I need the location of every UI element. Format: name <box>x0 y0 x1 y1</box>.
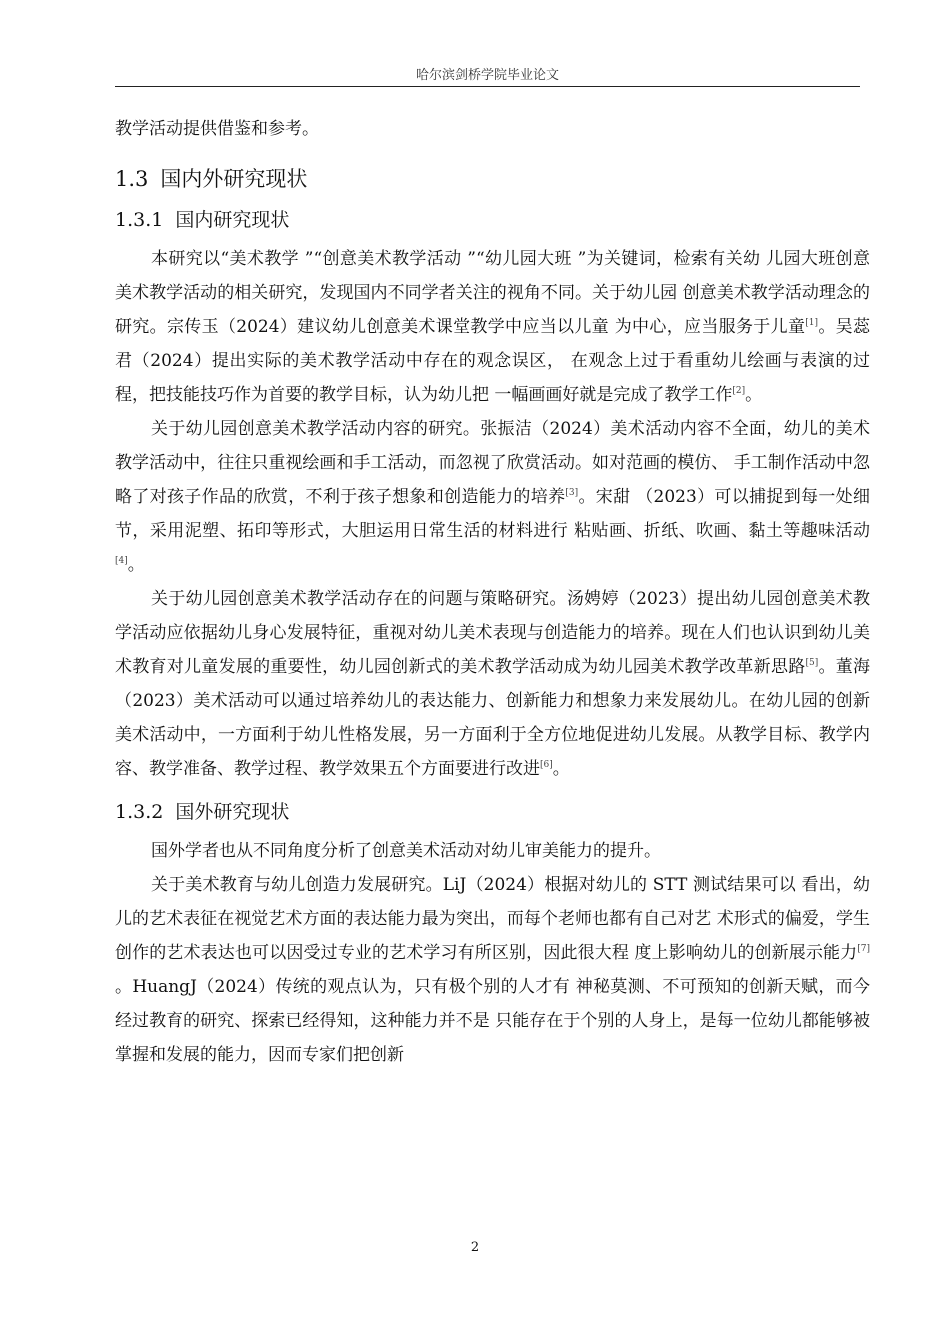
subsection-heading-1-3-2 <box>115 798 870 826</box>
citation-ref: [7] <box>857 944 870 954</box>
paragraph-text: 。 <box>127 555 145 575</box>
citation-ref: [2] <box>732 386 746 396</box>
paragraph-domestic-problems <box>115 582 870 786</box>
paragraph-domestic-concept <box>115 242 870 412</box>
running-header: 哈尔滨剑桥学院毕业论文 <box>415 68 559 83</box>
paragraph-text: 。 <box>552 759 570 779</box>
paragraph-text: 本研究以“美术教学 ”“创意美术教学活动 ”“幼儿园大班 ”为关键词，检索有关幼 儿园大班创意美术教学活动的相关研究，发现国内不同学者关注的视角不同。关于幼儿园 创意美术教学活动理念的研究。宗传玉（2024）建议幼儿创意美术课堂教学中应当以儿童 为中心，应当服务于儿童 <box>115 249 870 337</box>
subsection-title: 国外研究现状 <box>175 801 290 823</box>
paragraph-text: 。宋甜 （2023）可以捕捉到每一处细节，采用泥塑、拓印等形式，大胆运用日常生活的材料进行 粘贴画、折纸、吹画、黏土等趣味活动 <box>115 487 870 541</box>
section-heading-1-3 <box>115 164 870 194</box>
subsection-heading-1-3-1 <box>115 206 870 234</box>
paragraph-text: 。吴蕊君（2024）提出实际的美术教学活动中存在的观念误区， 在观念上过于看重幼儿绘画与表演的过程，把技能技巧作为首要的教学目标，认为幼儿把 一幅画画好就是完成了教学工作 <box>115 317 871 405</box>
citation-ref: [1] <box>805 318 819 328</box>
paragraph-text: 。董海（2023）美术活动可以通过培养幼儿的表达能力、创新能力和想象力来发展幼儿。在幼儿园的创新美术活动中，一方面利于幼儿性格发展，另一方面利于全方位地促进幼儿发展。从教学目标、教学内容、教学准备、教学过程、教学效果五个方面要进行改进 <box>115 657 871 779</box>
paragraph-text: 。HuangJ（2024）传统的观点认为，只有极个别的人才有 神秘莫测、不可预知的创新天赋，而今经过教育的研究、探索已经得知，这种能力并不是 只能存在于个别的人身上，是每一位幼儿都能够被掌握和发展的能力，因而专家们把创新 <box>115 977 870 1065</box>
citation-ref: [6] <box>540 760 553 770</box>
paragraph-foreign-intro: 国外学者也从不同角度分析了创意美术活动对幼儿审美能力的提升。 <box>151 841 661 861</box>
subsection-title: 国内研究现状 <box>175 209 290 231</box>
paragraph-text: 关于幼儿园创意美术教学活动内容的研究。张振洁（2024）美术活动内容不全面，幼儿的美术教学活动中，往往只重视绘画和手工活动，而忽视了欣赏活动。如对范画的模仿、 手工制作活动中忽略了对孩子作品的欣赏，不利于孩子想象和创造能力的培养 <box>115 419 870 507</box>
paragraph-text: 。 <box>745 385 763 405</box>
paragraph-text: 关于美术教育与幼儿创造力发展研究。LiJ（2024）根据对幼儿的 STT 测试结果可以 看出，幼儿的艺术表征在视觉艺术方面的表达能力最为突出，而每个老师也都有自己对艺 术形式的偏爱，学生创作的艺术表达也可以因受过专业的艺术学习有所区别，因此很大程 度上影响幼儿的创新展示能力 <box>115 875 870 963</box>
citation-ref: [3] <box>565 488 579 498</box>
subsection-number: 1.3.2 <box>115 801 164 823</box>
paragraph-domestic-content <box>115 412 870 582</box>
paragraph-continuation: 教学活动提供借鉴和参考。 <box>115 119 319 139</box>
citation-ref: [4] <box>115 556 128 566</box>
section-number: 1.3 <box>115 167 149 191</box>
header-rule <box>115 86 860 87</box>
page-number: 2 <box>470 1240 480 1255</box>
citation-ref: [5] <box>805 658 819 668</box>
page-body <box>115 112 870 1072</box>
section-title: 国内外研究现状 <box>160 167 308 191</box>
subsection-number: 1.3.1 <box>115 209 164 231</box>
paragraph-text: 关于幼儿园创意美术教学活动存在的问题与策略研究。汤娉婷（2023）提出幼儿园创意美术教学活动应依据幼儿身心发展特征，重视对幼儿美术表现与创造能力的培养。现在人们也认识到幼儿美术教育对儿童发展的重要性，幼儿园创新式的美术教学活动成为幼儿园美术教学改革新思路 <box>115 589 870 677</box>
paragraph-foreign-creativity <box>115 868 870 1072</box>
